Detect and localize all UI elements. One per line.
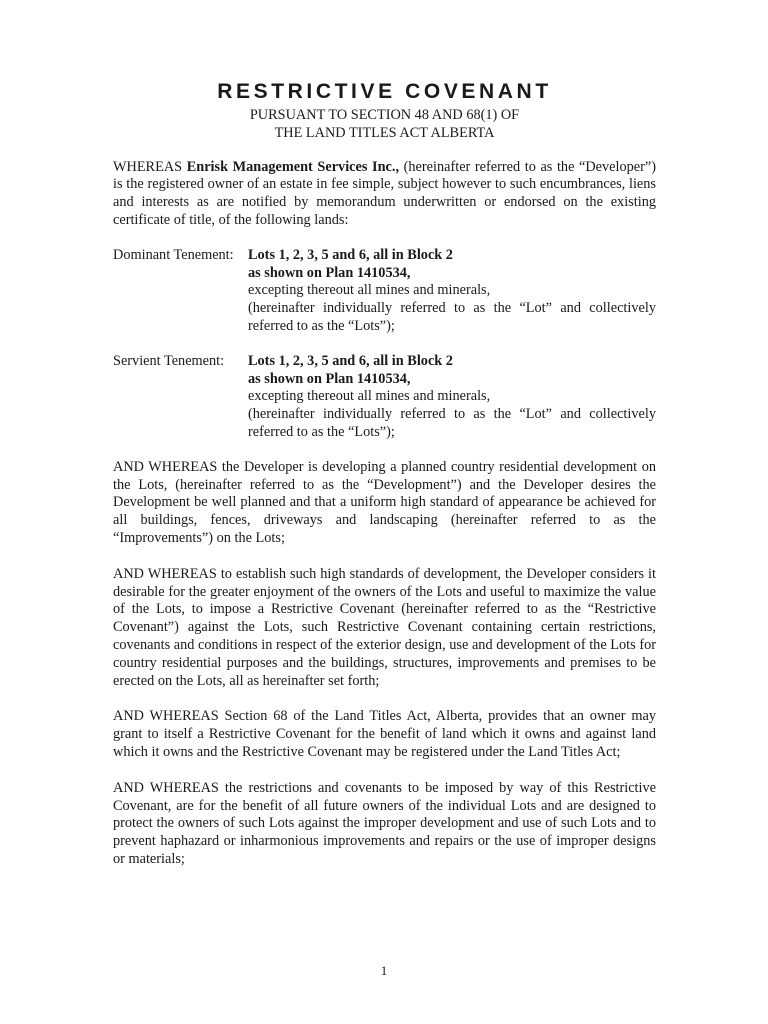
page-number: 1 xyxy=(380,963,388,978)
servient-tenement-label: Servient Tenement: xyxy=(113,352,225,369)
servient-tenement-description xyxy=(248,353,656,442)
paragraph-standards: AND WHEREAS to establish such high standards of development, the Developer considers it desirable for the greater enjoyment of the owners of the Lots and useful to maximize the value of the Lots, to impose a Restrictive Covenant (hereinafter referred to as the “Restrictive Covenant”) against the Lots, such Restrictive Covenant containing certain restrictions, covenants and conditions in respect of the exterior design, use and development of the Lots for country residential purposes and the buildings, structures, improvements and premises to be erected on the Lots, all as hereinafter set forth; xyxy=(113,565,656,689)
dominant-tenement-block xyxy=(113,247,656,336)
whereas-intro-paragraph xyxy=(113,159,656,230)
paragraph-section-68: AND WHEREAS Section 68 of the Land Titles Act, Alberta, provides that an owner may grant to itself a Restrictive Covenant for the benefit of land which it owns and against land which it owns and the Restrictive Covenant may be registered under the Land Titles Act; xyxy=(113,708,656,760)
dominant-excepting: excepting thereout all mines and minerals, xyxy=(248,282,491,299)
subtitle-line-1: PURSUANT TO SECTION 48 AND 68(1) OF xyxy=(249,107,520,123)
servient-plan: as shown on Plan 1410534, xyxy=(248,370,411,387)
servient-excepting: excepting thereout all mines and minerals, xyxy=(248,388,491,405)
servient-lots: Lots 1, 2, 3, 5 and 6, all in Block 2 xyxy=(248,352,453,369)
dominant-lots: Lots 1, 2, 3, 5 and 6, all in Block 2 xyxy=(248,246,453,263)
whereas-intro-text: (hereinafter referred to as the “Developer”) is the registered owner of an estate in fee simple, subject however to such encumbrances, liens and interests as are notified by memorandum underwritten or endorsed on the existing certificate of title, of the following lands: xyxy=(113,158,656,228)
servient-hereinafter: (hereinafter individually referred to as the “Lot” and collectively referred to as the “Lots”); xyxy=(248,406,656,440)
dominant-tenement-label: Dominant Tenement: xyxy=(113,246,234,263)
subtitle-line-2: THE LAND TITLES ACT ALBERTA xyxy=(274,124,495,141)
document-subtitle xyxy=(113,107,656,143)
document-page xyxy=(113,80,656,869)
paragraph-benefit: AND WHEREAS the restrictions and covenants to be imposed by way of this Restrictive Covenant, are for the benefit of all future owners of the individual Lots and are designed to protect the owners of such Lots against the improper development and use of such Lots and to prevent haphazard or inharmonious improvements and repairs or the use of improper designs or materials; xyxy=(113,779,656,867)
document-title: RESTRICTIVE COVENANT xyxy=(217,80,552,103)
whereas-prefix: WHEREAS xyxy=(113,158,187,175)
dominant-tenement-description xyxy=(248,247,656,336)
dominant-plan: as shown on Plan 1410534, xyxy=(248,264,411,281)
dominant-hereinafter: (hereinafter individually referred to as the “Lot” and collectively referred to as the “Lots”); xyxy=(248,300,656,334)
developer-company-name: Enrisk Management Services Inc., xyxy=(186,158,400,175)
paragraph-development: AND WHEREAS the Developer is developing a planned country residential development on the Lots, (hereinafter referred to as the “Development”) and the Developer desires the Development be well planned and that a uniform high standard of appearance be achieved for all buildings, fences, driveways and landscaping (hereinafter referred to as the “Improvements”) on the Lots; xyxy=(113,458,656,546)
servient-tenement-block xyxy=(113,353,656,442)
